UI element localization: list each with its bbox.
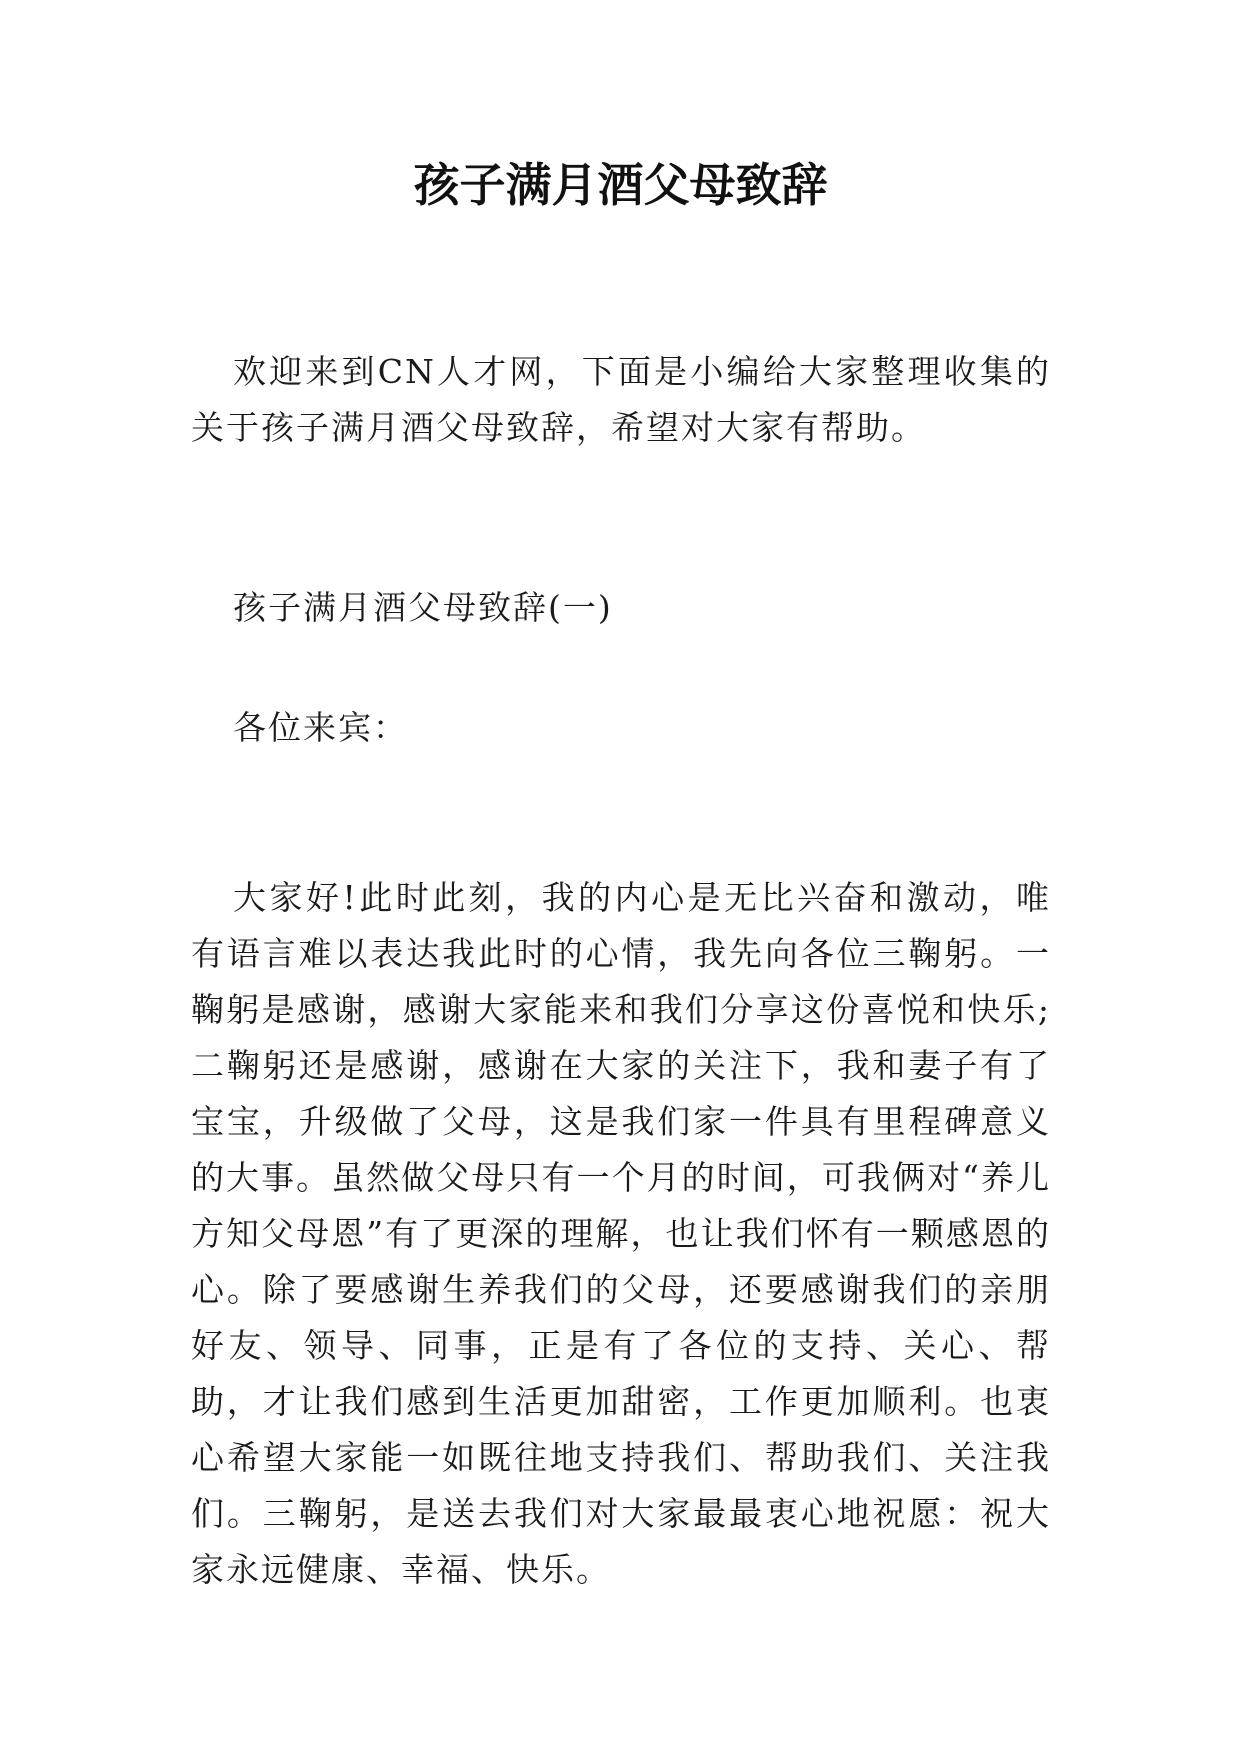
speech-body-paragraph: 大家好!此时此刻，我的内心是无比兴奋和激动，唯有语言难以表达我此时的心情，我先向各位三鞠躬。一鞠躬是感谢，感谢大家能来和我们分享这份喜悦和快乐;二鞠躬还是感谢，感谢在大家的关注下，我和妻子有了宝宝，升级做了父母，这是我们家一件具有里程碑意义的大事。虽然做父母只有一个月的时间，可我俩对“养儿方知父母恩”有了更深的理解，也让我们怀有一颗感恩的心。除了要感谢生养我们的父母，还要感谢我们的亲朋好友、领导、同事，正是有了各位的支持、关心、帮助，才让我们感到生活更加甜密，工作更加顺利。也衷心希望大家能一如既往地支持我们、帮助我们、关注我们。三鞠躬，是送去我们对大家最最衷心地祝愿：祝大家永远健康、幸福、快乐。 bbox=[191, 878, 1051, 1589]
intro-paragraph: 欢迎来到CN人才网，下面是小编给大家整理收集的关于孩子满月酒父母致辞，希望对大家有帮助。 bbox=[191, 352, 1051, 447]
greeting-line: 各位来宾： bbox=[233, 708, 408, 747]
section-subtitle: 孩子满月酒父母致辞(一) bbox=[233, 588, 613, 627]
document-title: 孩子满月酒父母致辞 bbox=[413, 158, 828, 212]
